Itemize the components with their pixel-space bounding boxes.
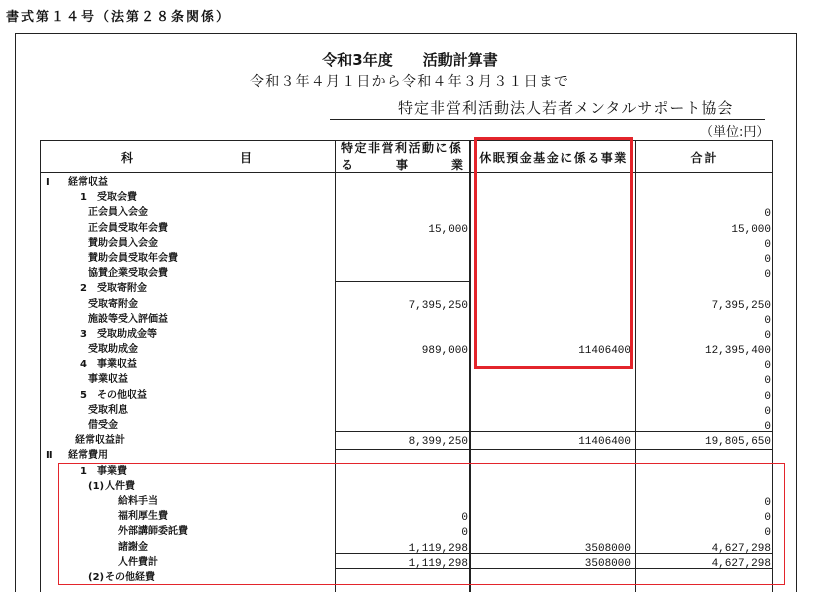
header-total: 合計	[690, 151, 719, 165]
value-total: 0	[764, 421, 771, 433]
value-dormant-deposit-business: 11406400	[578, 436, 631, 449]
currency-unit: （単位:円）	[700, 125, 770, 140]
value-total: 19,805,650	[704, 436, 771, 449]
organization-underline	[330, 119, 765, 120]
annotation-box	[474, 137, 633, 369]
row-label: 受取寄附金	[97, 283, 147, 295]
table-row	[40, 388, 773, 403]
table-row	[40, 372, 773, 387]
row-label: 賛助会員受取年会費	[88, 252, 178, 264]
organization-name: 特定非営利活動法人若者メンタルサポート協会	[398, 99, 734, 117]
fiscal-period: 令和３年４月１日から令和４年３月３１日まで	[250, 74, 570, 90]
value-total: 0	[764, 329, 771, 342]
row-label: 経常費用	[68, 450, 108, 462]
table-row	[40, 175, 773, 190]
row-label: 事業費	[97, 465, 127, 477]
row-label: 受取助成金	[88, 344, 138, 356]
item-number: 1	[80, 465, 87, 477]
table-row	[40, 357, 773, 372]
row-label: その他経費	[105, 571, 155, 583]
value-dormant-deposit-business: 11406400	[578, 345, 631, 358]
value-total: 0	[764, 512, 771, 525]
value-nonprofit-business: 989,000	[421, 345, 468, 358]
table-row	[40, 327, 773, 342]
item-number: 4	[80, 359, 87, 371]
row-label: 人件費計	[118, 556, 158, 568]
value-total: 0	[764, 253, 771, 266]
table-row	[40, 342, 773, 357]
header-char: 業	[450, 158, 463, 172]
value-total: 0	[764, 405, 771, 418]
value-nonprofit-business: 7,395,250	[408, 299, 468, 312]
header-char: 事	[395, 158, 408, 172]
item-number: 5	[80, 389, 87, 401]
value-nonprofit-business: 8,399,250	[408, 436, 468, 449]
row-label: 借受金	[88, 420, 118, 431]
table-row	[40, 266, 773, 281]
value-nonprofit-business: 15,000	[428, 223, 468, 236]
row-label: 諸謝金	[118, 541, 148, 553]
table-row	[40, 205, 773, 220]
row-label: 経常収益計	[75, 435, 125, 447]
item-number: 3	[80, 328, 87, 340]
header-nonprofit-business: 特定非営利活動に係	[341, 141, 463, 155]
subitem-number: (2)	[88, 571, 105, 583]
row-label: 受取寄附金	[88, 298, 138, 310]
header-bottom-rule	[40, 172, 773, 173]
row-label: 事業収益	[97, 359, 137, 371]
value-nonprofit-business: 0	[461, 512, 468, 525]
header-char: る	[341, 158, 354, 172]
annotation-box	[58, 463, 785, 585]
table-row	[40, 236, 773, 251]
value-total: 4,627,298	[711, 542, 771, 555]
value-total: 0	[764, 375, 771, 388]
subitem-number: (1)	[88, 480, 105, 492]
value-total: 4,627,298	[711, 557, 771, 570]
value-nonprofit-business: 0	[461, 527, 468, 540]
row-label: 経常収益	[68, 177, 108, 188]
header-dormant-deposit-business: 休眠預金基金に係る事業	[479, 151, 628, 165]
item-number: 2	[80, 283, 87, 295]
value-total: 0	[764, 390, 771, 403]
section-number: Ⅰ	[46, 177, 50, 188]
table-row	[40, 418, 773, 433]
header-subject: 目	[240, 151, 253, 165]
row-label: 事業収益	[88, 374, 128, 386]
value-total: 7,395,250	[711, 299, 771, 312]
value-total: 0	[764, 208, 771, 221]
table-row	[40, 281, 773, 296]
row-label: 受取会費	[97, 192, 137, 204]
row-label: 正会員受取年会費	[88, 222, 168, 234]
value-total: 12,395,400	[704, 345, 771, 358]
row-label: 協賛企業受取会費	[88, 268, 168, 280]
row-label: 受取利息	[88, 404, 128, 416]
value-total: 0	[764, 360, 771, 373]
table-row	[40, 297, 773, 312]
value-total: 0	[764, 269, 771, 282]
table-row	[40, 403, 773, 418]
value-total: 0	[764, 314, 771, 327]
value-dormant-deposit-business: 3508000	[584, 542, 631, 555]
row-label: 受取助成金等	[97, 328, 157, 340]
row-label: 外部講師委託費	[118, 526, 188, 538]
table-row	[40, 190, 773, 205]
row-label: 人件費	[105, 480, 135, 492]
value-nonprofit-business: 1,119,298	[408, 542, 468, 555]
value-dormant-deposit-business: 3508000	[584, 557, 631, 570]
item-number: 1	[80, 192, 87, 204]
row-label: その他収益	[97, 389, 147, 401]
table-row	[40, 312, 773, 327]
row-label: 賛助会員入会金	[88, 237, 158, 249]
row-label: 正会員入会金	[88, 207, 148, 219]
row-label: 施設等受入評価益	[88, 313, 168, 325]
value-total: 0	[764, 238, 771, 251]
table-row	[40, 251, 773, 266]
value-total: 15,000	[731, 223, 771, 236]
document-title: 令和3年度 活動計算書	[322, 51, 498, 69]
section-number: Ⅱ	[46, 450, 53, 462]
row-label: 福利厚生費	[118, 511, 168, 523]
header-subject: 科	[121, 151, 134, 165]
value-total: 0	[764, 496, 771, 509]
form-number: 書式第１４号（法第２８条関係）	[6, 10, 232, 25]
header-nonprofit-business-line2	[341, 158, 463, 172]
row-label: 給料手当	[118, 495, 158, 507]
value-total: 0	[764, 527, 771, 540]
table-row	[40, 448, 773, 463]
subtotal-row	[40, 433, 773, 448]
value-nonprofit-business: 1,119,298	[408, 557, 468, 570]
table-row	[40, 221, 773, 236]
